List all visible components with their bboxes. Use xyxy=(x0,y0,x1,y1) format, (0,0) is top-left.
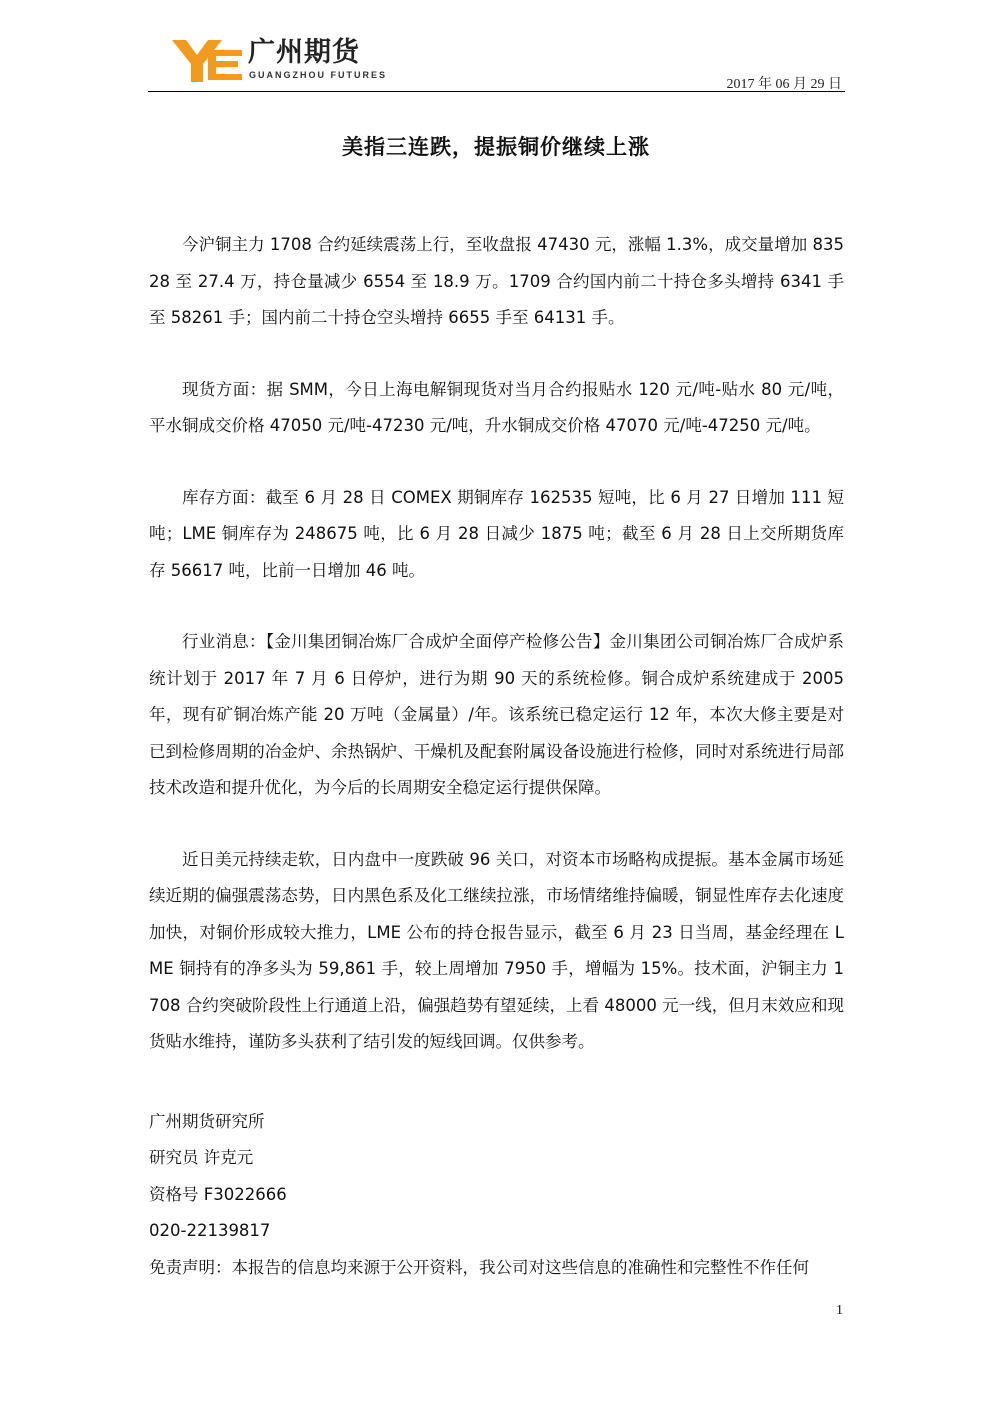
paragraph-industry-news: 行业消息：【金川集团铜冶炼厂合成炉全面停产检修公告】金川集团公司铜冶炼厂合成炉系统计划于 2017 年 7 月 6 日停炉，进行为期 90 天的系统检修。铜合成炉系统建成于 2005 年，现有矿铜冶炼产能 20 万吨（金属量）/年。该系统已稳定运行 12 年，本次大修主要是对已到检修周期的冶金炉、余热锅炉、干燥机及配套附属设备设施进行检修，同时对系统进行局部技术改造和提升优化，为今后的长周期安全稳定运行提供保障。 xyxy=(149,632,844,797)
signature-researcher: 研究员 许克元 xyxy=(149,1148,254,1167)
logo xyxy=(172,37,387,84)
page-number: 1 xyxy=(836,1303,843,1318)
paragraph-inventory: 库存方面：截至 6 月 28 日 COMEX 期铜库存 162535 短吨，比 6 月 27 日增加 111 短吨；LME 铜库存为 248675 吨，比 6 月 28 日减少 1875 吨；截至 6 月 28 日上交所期货库存 56617 吨，比前一日增加 46 吨。 xyxy=(149,487,844,580)
logo-mark-icon xyxy=(172,40,242,82)
logo-english-name: GUANGZHOU FUTURES xyxy=(249,70,387,80)
signature-license: 资格号 F3022666 xyxy=(149,1184,287,1204)
logo-chinese-name: 广州期货 xyxy=(248,37,360,68)
report-date: 2017 年 06 月 29 日 xyxy=(726,77,842,92)
header-divider xyxy=(148,91,845,92)
paragraph-analysis: 近日美元持续走软，日内盘中一度跌破 96 关口，对资本市场略构成提振。基本金属市场延续近期的偏强震荡态势，日内黑色系及化工继续拉涨，市场情绪维持偏暖，铜显性库存去化速度加快，对铜价形成较大推力，LME 公布的持仓报告显示，截至 6 月 23 日当周，基金经理在 LME 铜持有的净多头为 59,861 手，较上周增加 7950 手，增幅为 15%。技术面，沪铜主力 1708 合约突破阶段性上行通道上沿，偏强趋势有望延续，上看 48000 元一线，但月末效应和现货贴水维持，谨防多头获利了结引发的短线回调。仅供参考。 xyxy=(149,849,844,1051)
disclaimer: 免责声明：本报告的信息均来源于公开资料，我公司对这些信息的准确性和完整性不作任何 xyxy=(149,1257,809,1277)
paragraph-spot: 现货方面：据 SMM，今日上海电解铜现货对当月合约报贴水 120 元/吨-贴水 80 元/吨，平水铜成交价格 47050 元/吨-47230 元/吨，升水铜成交价格 47070 元/吨-47250 元/吨。 xyxy=(149,379,844,435)
signature-phone: 020-22139817 xyxy=(149,1221,271,1240)
report-title: 美指三连跌，提振铜价继续上涨 xyxy=(342,135,650,159)
signature-institute: 广州期货研究所 xyxy=(149,1111,265,1131)
report-body xyxy=(149,227,844,1286)
paragraph-market-summary: 今沪铜主力 1708 合约延续震荡上行，至收盘报 47430 元，涨幅 1.3%，成交量增加 83528 至 27.4 万，持仓量减少 6554 至 18.9 万。1709 合约国内前二十持仓多头增持 6341 手至 58261 手；国内前二十持仓空头增持 6655 手至 64131 手。 xyxy=(149,235,844,327)
